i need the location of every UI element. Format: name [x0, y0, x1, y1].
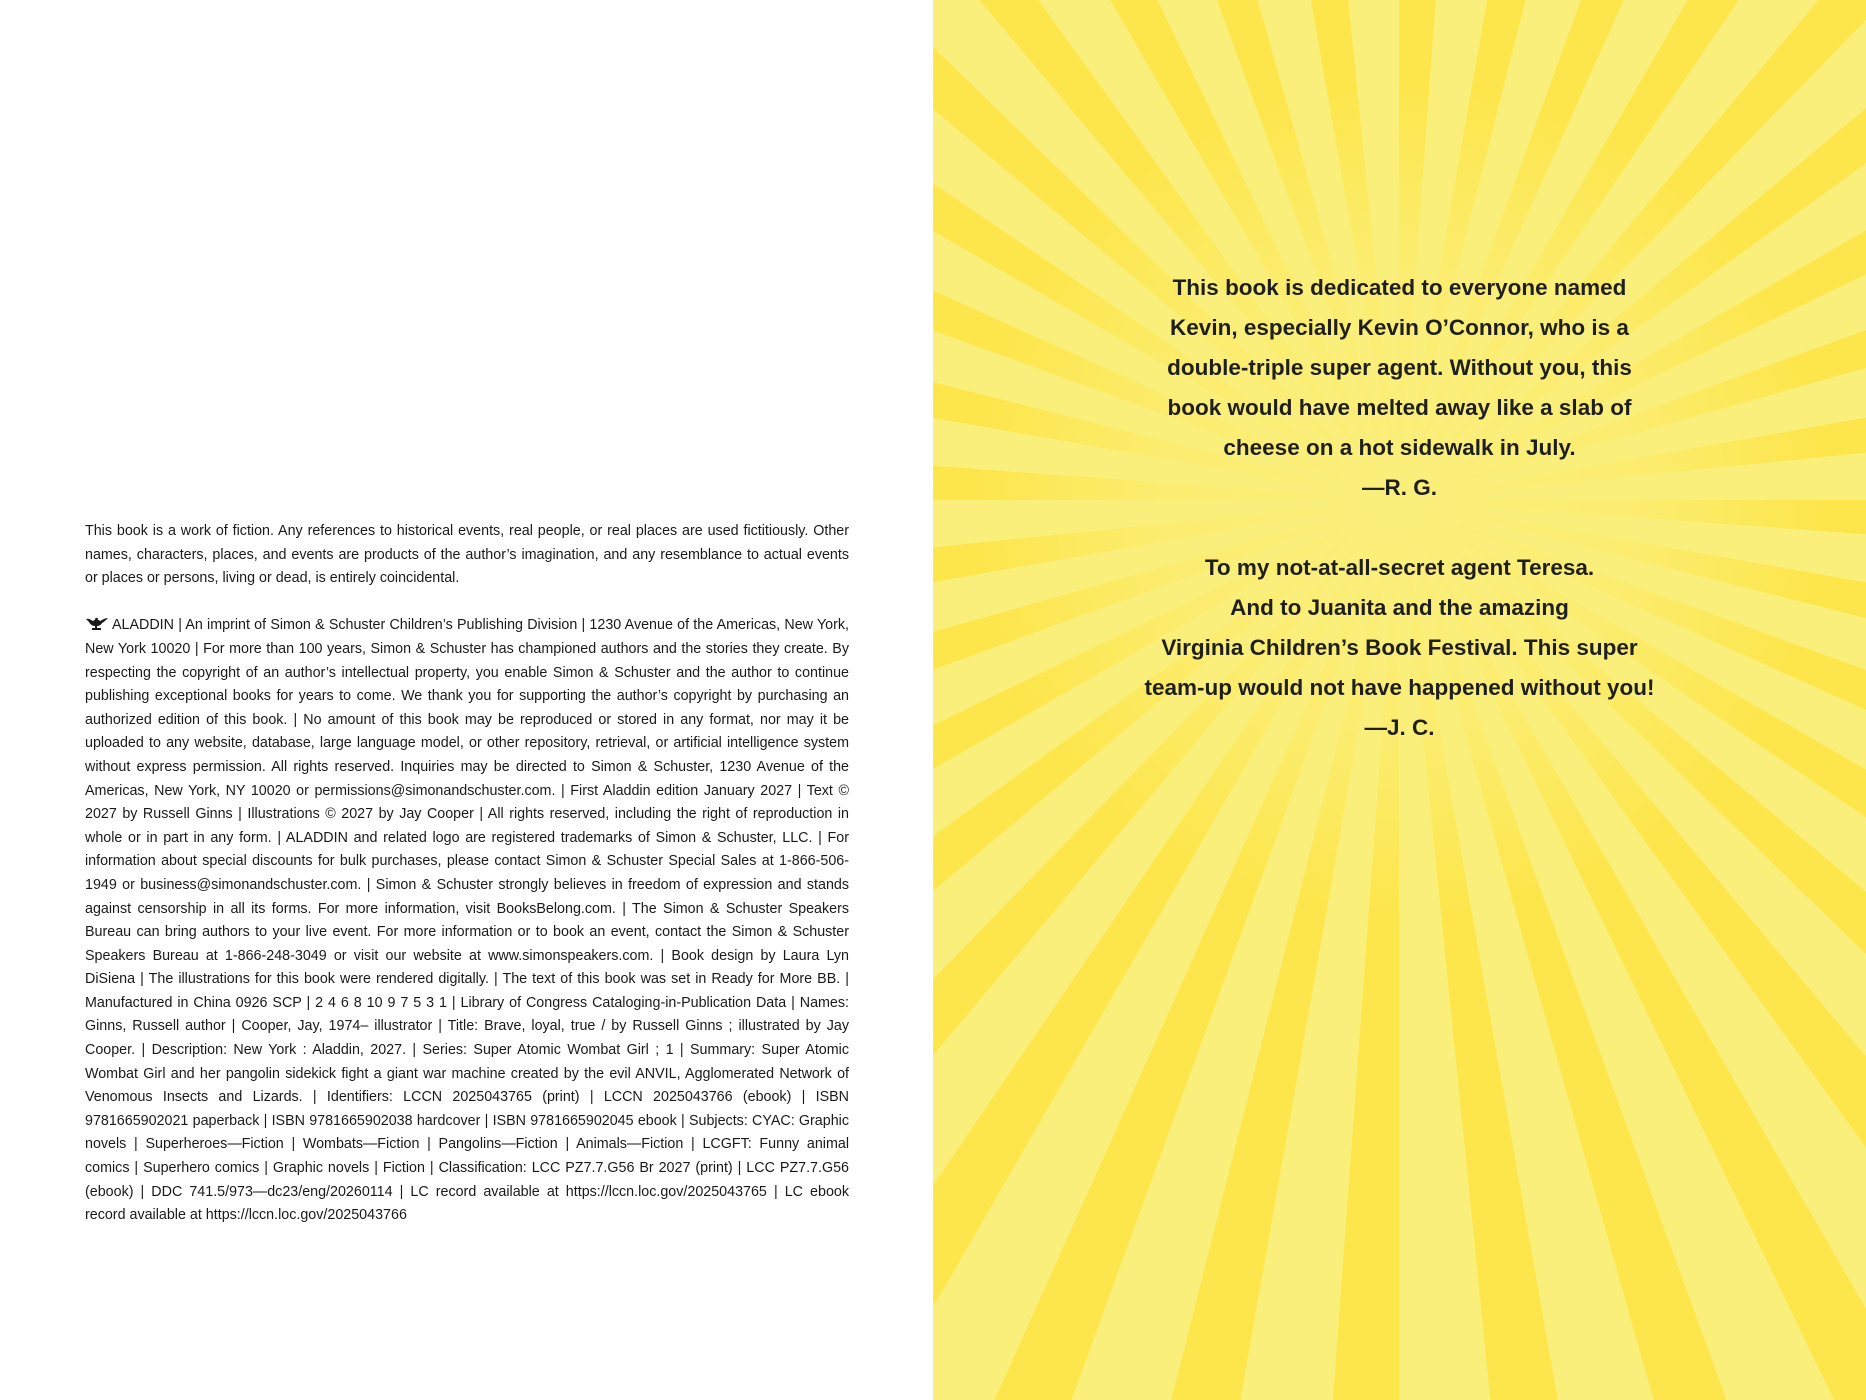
dedication-line: team-up would not have happened without you!	[1144, 675, 1655, 700]
dedication-line: And to Juanita and the amazing	[1230, 595, 1569, 620]
dedication-line: This book is dedicated to everyone named	[1172, 275, 1627, 300]
publishing-info	[85, 614, 849, 1227]
dedication-spacer	[933, 508, 1866, 548]
dedication-line: Virginia Children’s Book Festival. This super	[1161, 635, 1638, 660]
dedication-line: cheese on a hot sidewalk in July.	[1223, 435, 1576, 460]
dedication-line: To my not-at-all-secret agent Teresa.	[1204, 555, 1595, 580]
fiction-disclaimer: This book is a work of fiction. Any references to historical events, real people, or real places are used fictitiously. Other names, characters, places, and events are products of the author’s imagination, and any resemblance to actual events or places or persons, living or dead, is entirely coincidental.	[85, 523, 849, 587]
dedication-page	[933, 0, 1866, 1400]
dedication-text	[933, 268, 1866, 748]
dedication-line: double-triple super agent. Without you, this	[1167, 355, 1632, 380]
author-signature: —R. G.	[1361, 475, 1437, 500]
dedication-line: book would have melted away like a slab of	[1167, 395, 1632, 420]
genie-lamp-icon	[85, 617, 109, 630]
publishing-info-text: ALADDIN | An imprint of Simon & Schuster Children’s Publishing Division | 1230 Avenue of the Americas, New York, New York 10020 | For more than 100 years, Simon & Schuster has championed authors and the stories they create. By respecting the copyright of an author’s intellectual property, you enable Simon & Schuster and the author to continue publishing exceptional books for years to come. We thank you for supporting the author’s copyright by purchasing an authorized edition of this book. | No amount of this book may be reproduced or stored in any format, nor may it be uploaded to any website, database, large language model, or other repository, retrieval, or artificial intelligence system without express permission. All rights reserved. Inquiries may be directed to Simon & Schuster, 1230 Avenue of the Americas, New York, NY 10020 or permissions@simonandschuster.com. | First Aladdin edition January 2027 | Text © 2027 by Russell Ginns | Illustrations © 2027 by Jay Cooper | All rights reserved, including the right of reproduction in whole or in part in any form. | ALADDIN and related logo are registered trademarks of Simon & Schuster, LLC. | For information about special discounts for bulk purchases, please contact Simon & Schuster Special Sales at 1-866-506-1949 or business@simonandschuster.com. | Simon & Schuster strongly believes in freedom of expression and stands against censorship in all its forms. For more information, visit BooksBelong.com. | The Simon & Schuster Speakers Bureau can bring authors to your live event. For more information or to book an event, contact the Simon & Schuster Speakers Bureau at 1-866-248-3049 or visit our website at www.simonspeakers.com. | Book design by Laura Lyn DiSiena | The illustrations for this book were rendered digitally. | The text of this book was set in Ready for More BB. | Manufactured in China 0926 SCP | 2 4 6 8 10 9 7 5 3 1 | Library of Congress Cataloging-in-Publication Data | Names: Ginns, Russell author | Cooper, Jay, 1974– illustrator | Title: Brave, loyal, true / by Russell Ginns ; illustrated by Jay Cooper. | Description: New York : Aladdin, 2027. | Series: Super Atomic Wombat Girl ; 1 | Summary: Super Atomic Wombat Girl and her pangolin sidekick fight a giant war machine created by the evil ANVIL, Agglomerated Network of Venomous Insects and Lizards. | Identifiers: LCCN 2025043765 (print) | LCCN 2025043766 (ebook) | ISBN 9781665902021 paperback | ISBN 9781665902038 hardcover | ISBN 9781665902045 ebook | Subjects: CYAC: Graphic novels | Superheroes—Fiction | Wombats—Fiction | Pangolins—Fiction | Animals—Fiction | LCGFT: Funny animal comics | Superhero comics | Graphic novels | Fiction | Classification: LCC PZ7.7.G56 Br 2027 (print) | LCC PZ7.7.G56 (ebook) | DDC 741.5/973—dc23/eng/20260114 | LC record available at https://lccn.loc.gov/2025043765 | LC ebook record available at https://lccn.loc.gov/2025043766	[85, 617, 849, 1224]
copyright-block	[85, 520, 849, 1228]
illustrator-signature: —J. C.	[1364, 715, 1435, 740]
dedication-line: Kevin, especially Kevin O’Connor, who is a	[1170, 315, 1629, 340]
